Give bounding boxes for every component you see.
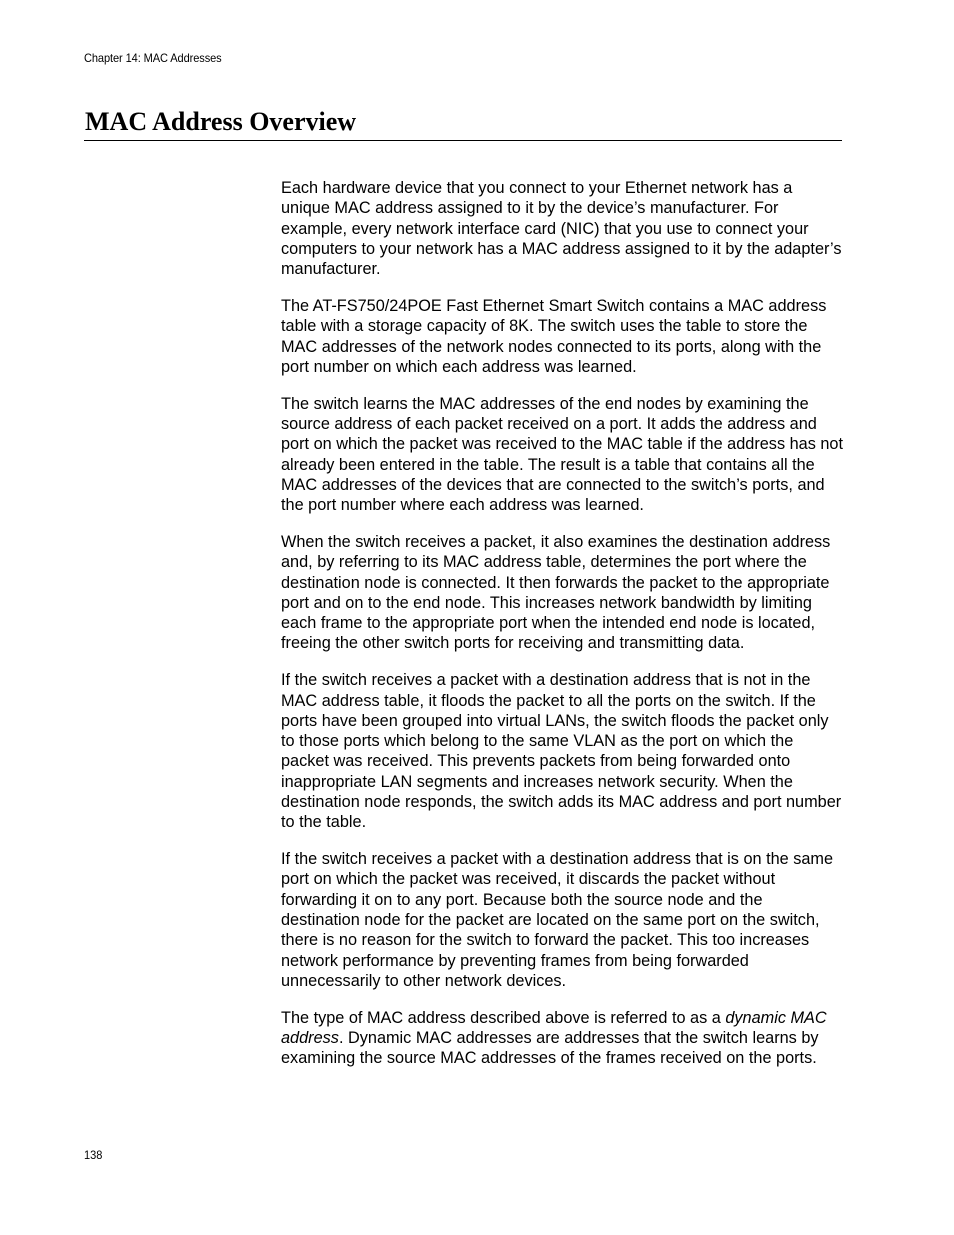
paragraph-dynamic-mac [281,1008,843,1069]
paragraph-flooding: If the switch receives a packet with a destination address that is not in the MAC address table, it floods the packet to all the ports on the switch. If the ports have been grouped into virtual LANs, the switch floods the packet only to those ports which belong to the same VLAN as the port on which the packet was received. This prevents packets from being forwarded onto inappropriate LAN segments and increases network security. When the destination node responds, the switch adds its MAC address and port number to the table. [281,671,842,832]
paragraph-mac-table: The AT-FS750/24POE Fast Ethernet Smart Switch contains a MAC address table with a storage capacity of 8K. The switch uses the table to store the MAC addresses of the network nodes connected to its ports, along with the port number on which each address was learned. [281,296,827,376]
title-rule [84,140,842,141]
dynamic-mac-text-after: . Dynamic MAC addresses are addresses that the switch learns by examining the source MAC addresses of the frames received on the ports. [281,1028,819,1068]
page-number: 138 [84,1148,103,1162]
section-title: MAC Address Overview [85,107,357,136]
paragraph-learning: The switch learns the MAC addresses of the end nodes by examining the source address of each packet received on a port. It adds the address and port on which the packet was received to the MAC table if the address has not already been entered in the table. The result is a table that contains all the MAC addresses of the devices that are connected to the switch’s ports, and the port number where each address was learned. [281,394,844,515]
paragraph-forwarding: When the switch receives a packet, it also examines the destination address and, by referring to its MAC address table, determines the port where the destination node is connected. It then forwards the packet to the appropriate port and on to the end node. This increases network bandwidth by limiting each frame to the appropriate port when the intended end node is located, freeing the other switch ports for receiving and transmitting data. [281,532,831,653]
paragraph-discarding: If the switch receives a packet with a destination address that is on the same port on which the packet was received, it discards the packet without forwarding it on to any port. Because both the source node and the destination node for the packet are located on the same port on the switch, there is no reason for the switch to forward the packet. This too increases network performance by preventing frames from being forwarded unnecessarily to other network devices. [281,850,834,990]
dynamic-mac-term: dynamic MAC address [281,1008,827,1047]
running-header: Chapter 14: MAC Addresses [84,51,222,65]
dynamic-mac-text-before: The type of MAC address described above is referred to as a [281,1008,726,1027]
body-text [281,178,843,1085]
paragraph-mac-uniqueness: Each hardware device that you connect to your Ethernet network has a unique MAC address assigned to it by the device’s manufacturer. For example, every network interface card (NIC) that you use to connect your computers to your network has a MAC address assigned to it by the adapter’s manufacturer. [281,179,842,279]
